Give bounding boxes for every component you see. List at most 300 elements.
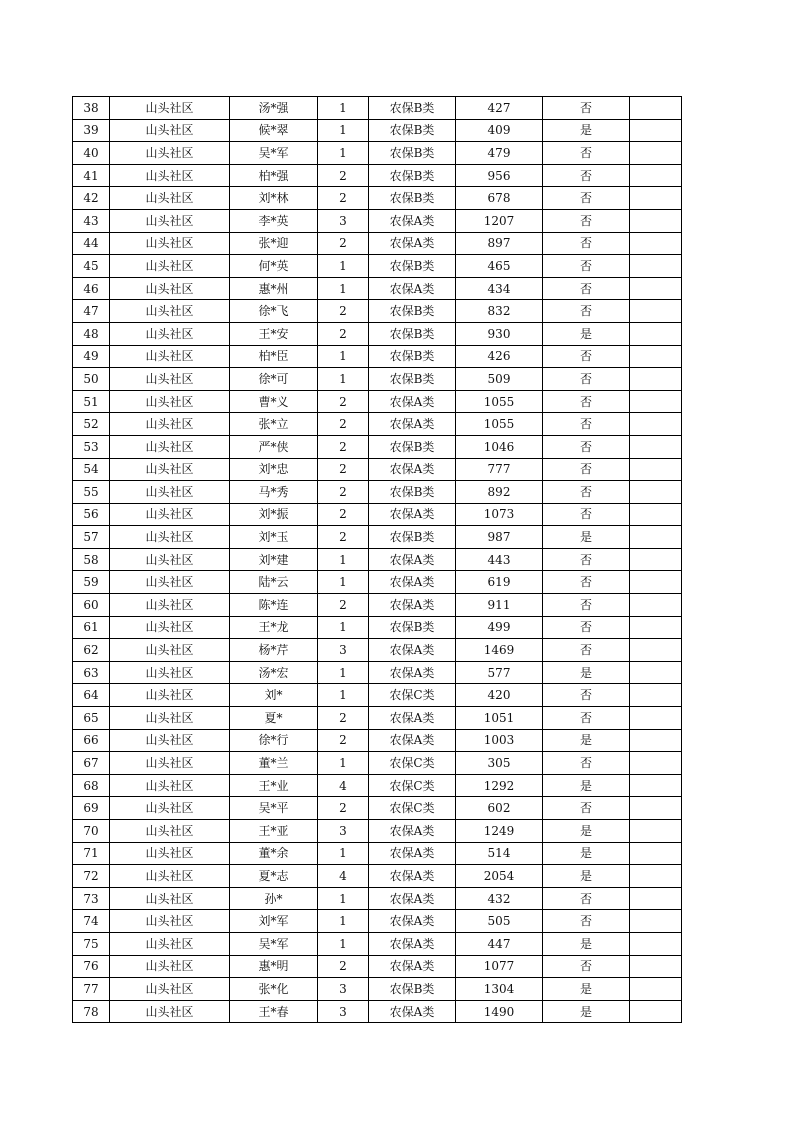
- insurance-category-cell: 农保C类: [369, 797, 456, 820]
- flag-cell: 否: [543, 142, 630, 165]
- household-size-cell: 2: [318, 481, 369, 504]
- flag-cell: 是: [543, 865, 630, 888]
- table-row: [73, 390, 682, 413]
- flag-cell: 否: [543, 345, 630, 368]
- household-size-cell: 1: [318, 97, 369, 120]
- remark-cell: [630, 955, 682, 978]
- flag-cell: 否: [543, 910, 630, 933]
- household-size-cell: 1: [318, 910, 369, 933]
- community-cell: 山头社区: [110, 164, 230, 187]
- insurance-category-cell: 农保C类: [369, 774, 456, 797]
- insurance-category-cell: 农保B类: [369, 255, 456, 278]
- insurance-category-cell: 农保A类: [369, 548, 456, 571]
- row-number-cell: 75: [73, 932, 110, 955]
- amount-cell: 897: [456, 232, 543, 255]
- remark-cell: [630, 187, 682, 210]
- household-size-cell: 2: [318, 232, 369, 255]
- table-row: [73, 503, 682, 526]
- row-number-cell: 71: [73, 842, 110, 865]
- table-row: [73, 797, 682, 820]
- amount-cell: 1469: [456, 639, 543, 662]
- name-cell: 王*亚: [230, 820, 318, 843]
- remark-cell: [630, 390, 682, 413]
- insurance-category-cell: 农保A类: [369, 910, 456, 933]
- community-cell: 山头社区: [110, 797, 230, 820]
- insurance-category-cell: 农保B类: [369, 164, 456, 187]
- community-cell: 山头社区: [110, 526, 230, 549]
- household-size-cell: 4: [318, 774, 369, 797]
- remark-cell: [630, 255, 682, 278]
- insurance-category-cell: 农保A类: [369, 1000, 456, 1023]
- insurance-category-cell: 农保A类: [369, 390, 456, 413]
- community-cell: 山头社区: [110, 910, 230, 933]
- name-cell: 张*化: [230, 978, 318, 1001]
- row-number-cell: 41: [73, 164, 110, 187]
- insurance-category-cell: 农保B类: [369, 435, 456, 458]
- amount-cell: 1055: [456, 413, 543, 436]
- amount-cell: 1292: [456, 774, 543, 797]
- name-cell: 吴*军: [230, 932, 318, 955]
- name-cell: 王*龙: [230, 616, 318, 639]
- community-cell: 山头社区: [110, 345, 230, 368]
- name-cell: 徐*行: [230, 729, 318, 752]
- insurance-category-cell: 农保A类: [369, 865, 456, 888]
- household-size-cell: 2: [318, 300, 369, 323]
- table-row: [73, 119, 682, 142]
- remark-cell: [630, 345, 682, 368]
- community-cell: 山头社区: [110, 255, 230, 278]
- table-row: [73, 661, 682, 684]
- flag-cell: 否: [543, 368, 630, 391]
- amount-cell: 426: [456, 345, 543, 368]
- row-number-cell: 43: [73, 209, 110, 232]
- table-row: [73, 413, 682, 436]
- name-cell: 王*业: [230, 774, 318, 797]
- household-size-cell: 1: [318, 887, 369, 910]
- insurance-category-cell: 农保B类: [369, 322, 456, 345]
- community-cell: 山头社区: [110, 820, 230, 843]
- community-cell: 山头社区: [110, 503, 230, 526]
- remark-cell: [630, 435, 682, 458]
- table-row: [73, 887, 682, 910]
- amount-cell: 479: [456, 142, 543, 165]
- community-cell: 山头社区: [110, 209, 230, 232]
- household-size-cell: 1: [318, 345, 369, 368]
- flag-cell: 否: [543, 209, 630, 232]
- amount-cell: 832: [456, 300, 543, 323]
- flag-cell: 是: [543, 1000, 630, 1023]
- row-number-cell: 67: [73, 752, 110, 775]
- community-cell: 山头社区: [110, 458, 230, 481]
- remark-cell: [630, 119, 682, 142]
- amount-cell: 577: [456, 661, 543, 684]
- name-cell: 汤*强: [230, 97, 318, 120]
- remark-cell: [630, 684, 682, 707]
- household-size-cell: 1: [318, 661, 369, 684]
- flag-cell: 否: [543, 413, 630, 436]
- name-cell: 刘*: [230, 684, 318, 707]
- name-cell: 何*英: [230, 255, 318, 278]
- community-cell: 山头社区: [110, 774, 230, 797]
- table-row: [73, 187, 682, 210]
- flag-cell: 是: [543, 842, 630, 865]
- remark-cell: [630, 526, 682, 549]
- household-size-cell: 1: [318, 368, 369, 391]
- flag-cell: 是: [543, 774, 630, 797]
- table-row: [73, 458, 682, 481]
- table-row: [73, 526, 682, 549]
- household-size-cell: 2: [318, 797, 369, 820]
- row-number-cell: 74: [73, 910, 110, 933]
- remark-cell: [630, 797, 682, 820]
- community-cell: 山头社区: [110, 752, 230, 775]
- table-row: [73, 1000, 682, 1023]
- insurance-category-cell: 农保B类: [369, 978, 456, 1001]
- name-cell: 柏*强: [230, 164, 318, 187]
- community-cell: 山头社区: [110, 932, 230, 955]
- row-number-cell: 59: [73, 571, 110, 594]
- table-row: [73, 910, 682, 933]
- amount-cell: 956: [456, 164, 543, 187]
- insurance-category-cell: 农保B类: [369, 300, 456, 323]
- flag-cell: 否: [543, 255, 630, 278]
- table-body: [73, 97, 682, 1023]
- household-size-cell: 2: [318, 164, 369, 187]
- remark-cell: [630, 97, 682, 120]
- flag-cell: 否: [543, 639, 630, 662]
- amount-cell: 1490: [456, 1000, 543, 1023]
- insurance-category-cell: 农保A类: [369, 842, 456, 865]
- name-cell: 董*余: [230, 842, 318, 865]
- table-row: [73, 820, 682, 843]
- remark-cell: [630, 932, 682, 955]
- community-cell: 山头社区: [110, 277, 230, 300]
- row-number-cell: 70: [73, 820, 110, 843]
- row-number-cell: 38: [73, 97, 110, 120]
- community-cell: 山头社区: [110, 322, 230, 345]
- amount-cell: 892: [456, 481, 543, 504]
- community-cell: 山头社区: [110, 187, 230, 210]
- household-size-cell: 2: [318, 458, 369, 481]
- amount-cell: 911: [456, 594, 543, 617]
- row-number-cell: 52: [73, 413, 110, 436]
- row-number-cell: 65: [73, 707, 110, 730]
- row-number-cell: 51: [73, 390, 110, 413]
- remark-cell: [630, 209, 682, 232]
- insurance-category-cell: 农保B类: [369, 616, 456, 639]
- amount-cell: 465: [456, 255, 543, 278]
- name-cell: 刘*林: [230, 187, 318, 210]
- household-size-cell: 2: [318, 707, 369, 730]
- row-number-cell: 40: [73, 142, 110, 165]
- insurance-category-cell: 农保A类: [369, 729, 456, 752]
- row-number-cell: 50: [73, 368, 110, 391]
- flag-cell: 否: [543, 797, 630, 820]
- flag-cell: 否: [543, 435, 630, 458]
- insurance-category-cell: 农保A类: [369, 209, 456, 232]
- remark-cell: [630, 752, 682, 775]
- household-size-cell: 2: [318, 390, 369, 413]
- table-row: [73, 639, 682, 662]
- community-cell: 山头社区: [110, 119, 230, 142]
- row-number-cell: 53: [73, 435, 110, 458]
- flag-cell: 否: [543, 707, 630, 730]
- insurance-category-cell: 农保A类: [369, 707, 456, 730]
- row-number-cell: 58: [73, 548, 110, 571]
- amount-cell: 777: [456, 458, 543, 481]
- amount-cell: 2054: [456, 865, 543, 888]
- community-cell: 山头社区: [110, 97, 230, 120]
- household-size-cell: 2: [318, 187, 369, 210]
- name-cell: 陈*连: [230, 594, 318, 617]
- flag-cell: 否: [543, 752, 630, 775]
- table-row: [73, 368, 682, 391]
- household-size-cell: 2: [318, 322, 369, 345]
- remark-cell: [630, 413, 682, 436]
- community-cell: 山头社区: [110, 639, 230, 662]
- flag-cell: 否: [543, 277, 630, 300]
- flag-cell: 是: [543, 932, 630, 955]
- household-size-cell: 1: [318, 932, 369, 955]
- remark-cell: [630, 164, 682, 187]
- insurance-category-cell: 农保A类: [369, 458, 456, 481]
- flag-cell: 否: [543, 164, 630, 187]
- table-row: [73, 548, 682, 571]
- amount-cell: 447: [456, 932, 543, 955]
- insurance-category-cell: 农保A类: [369, 503, 456, 526]
- table-row: [73, 752, 682, 775]
- remark-cell: [630, 481, 682, 504]
- remark-cell: [630, 978, 682, 1001]
- table-row: [73, 729, 682, 752]
- remark-cell: [630, 300, 682, 323]
- insurance-category-cell: 农保A类: [369, 639, 456, 662]
- remark-cell: [630, 639, 682, 662]
- amount-cell: 1207: [456, 209, 543, 232]
- row-number-cell: 57: [73, 526, 110, 549]
- household-size-cell: 1: [318, 119, 369, 142]
- flag-cell: 是: [543, 661, 630, 684]
- household-size-cell: 1: [318, 255, 369, 278]
- community-cell: 山头社区: [110, 594, 230, 617]
- community-cell: 山头社区: [110, 1000, 230, 1023]
- data-table: [72, 96, 682, 1023]
- insurance-category-cell: 农保A类: [369, 820, 456, 843]
- flag-cell: 否: [543, 458, 630, 481]
- table-row: [73, 571, 682, 594]
- name-cell: 刘*振: [230, 503, 318, 526]
- insurance-category-cell: 农保C类: [369, 684, 456, 707]
- row-number-cell: 47: [73, 300, 110, 323]
- household-size-cell: 1: [318, 277, 369, 300]
- row-number-cell: 44: [73, 232, 110, 255]
- table-row: [73, 209, 682, 232]
- row-number-cell: 62: [73, 639, 110, 662]
- name-cell: 汤*宏: [230, 661, 318, 684]
- household-size-cell: 2: [318, 729, 369, 752]
- insurance-category-cell: 农保B类: [369, 187, 456, 210]
- amount-cell: 409: [456, 119, 543, 142]
- household-size-cell: 3: [318, 1000, 369, 1023]
- table-row: [73, 142, 682, 165]
- community-cell: 山头社区: [110, 842, 230, 865]
- household-size-cell: 3: [318, 820, 369, 843]
- insurance-category-cell: 农保C类: [369, 752, 456, 775]
- insurance-category-cell: 农保A类: [369, 594, 456, 617]
- household-size-cell: 1: [318, 616, 369, 639]
- amount-cell: 420: [456, 684, 543, 707]
- remark-cell: [630, 910, 682, 933]
- name-cell: 董*兰: [230, 752, 318, 775]
- name-cell: 张*迎: [230, 232, 318, 255]
- name-cell: 吴*平: [230, 797, 318, 820]
- row-number-cell: 48: [73, 322, 110, 345]
- community-cell: 山头社区: [110, 548, 230, 571]
- remark-cell: [630, 1000, 682, 1023]
- insurance-category-cell: 农保A类: [369, 232, 456, 255]
- insurance-category-cell: 农保A类: [369, 571, 456, 594]
- table-row: [73, 164, 682, 187]
- flag-cell: 是: [543, 526, 630, 549]
- table-row: [73, 322, 682, 345]
- household-size-cell: 2: [318, 503, 369, 526]
- name-cell: 严*侠: [230, 435, 318, 458]
- row-number-cell: 78: [73, 1000, 110, 1023]
- household-size-cell: 3: [318, 209, 369, 232]
- amount-cell: 1051: [456, 707, 543, 730]
- flag-cell: 否: [543, 548, 630, 571]
- flag-cell: 否: [543, 571, 630, 594]
- table-row: [73, 481, 682, 504]
- row-number-cell: 64: [73, 684, 110, 707]
- household-size-cell: 3: [318, 978, 369, 1001]
- row-number-cell: 60: [73, 594, 110, 617]
- flag-cell: 否: [543, 616, 630, 639]
- row-number-cell: 39: [73, 119, 110, 142]
- table-row: [73, 865, 682, 888]
- community-cell: 山头社区: [110, 865, 230, 888]
- amount-cell: 1073: [456, 503, 543, 526]
- table-row: [73, 435, 682, 458]
- flag-cell: 否: [543, 300, 630, 323]
- household-size-cell: 3: [318, 639, 369, 662]
- community-cell: 山头社区: [110, 684, 230, 707]
- remark-cell: [630, 661, 682, 684]
- remark-cell: [630, 548, 682, 571]
- amount-cell: 678: [456, 187, 543, 210]
- flag-cell: 否: [543, 887, 630, 910]
- community-cell: 山头社区: [110, 887, 230, 910]
- remark-cell: [630, 842, 682, 865]
- insurance-category-cell: 农保B类: [369, 142, 456, 165]
- household-size-cell: 2: [318, 435, 369, 458]
- insurance-category-cell: 农保B类: [369, 368, 456, 391]
- remark-cell: [630, 774, 682, 797]
- flag-cell: 否: [543, 481, 630, 504]
- amount-cell: 305: [456, 752, 543, 775]
- flag-cell: 否: [543, 97, 630, 120]
- household-size-cell: 2: [318, 526, 369, 549]
- row-number-cell: 63: [73, 661, 110, 684]
- name-cell: 夏*志: [230, 865, 318, 888]
- name-cell: 张*立: [230, 413, 318, 436]
- row-number-cell: 77: [73, 978, 110, 1001]
- remark-cell: [630, 887, 682, 910]
- table-row: [73, 842, 682, 865]
- table-row: [73, 594, 682, 617]
- insurance-category-cell: 农保B类: [369, 526, 456, 549]
- name-cell: 徐*飞: [230, 300, 318, 323]
- table-row: [73, 774, 682, 797]
- community-cell: 山头社区: [110, 978, 230, 1001]
- amount-cell: 1055: [456, 390, 543, 413]
- community-cell: 山头社区: [110, 616, 230, 639]
- community-cell: 山头社区: [110, 300, 230, 323]
- row-number-cell: 68: [73, 774, 110, 797]
- remark-cell: [630, 368, 682, 391]
- amount-cell: 434: [456, 277, 543, 300]
- table-row: [73, 684, 682, 707]
- insurance-category-cell: 农保A类: [369, 661, 456, 684]
- amount-cell: 602: [456, 797, 543, 820]
- name-cell: 惠*州: [230, 277, 318, 300]
- name-cell: 刘*忠: [230, 458, 318, 481]
- household-size-cell: 1: [318, 548, 369, 571]
- table-row: [73, 978, 682, 1001]
- flag-cell: 否: [543, 955, 630, 978]
- remark-cell: [630, 322, 682, 345]
- name-cell: 候*翠: [230, 119, 318, 142]
- household-size-cell: 1: [318, 752, 369, 775]
- row-number-cell: 69: [73, 797, 110, 820]
- community-cell: 山头社区: [110, 707, 230, 730]
- remark-cell: [630, 232, 682, 255]
- community-cell: 山头社区: [110, 571, 230, 594]
- household-size-cell: 1: [318, 684, 369, 707]
- flag-cell: 是: [543, 729, 630, 752]
- insurance-category-cell: 农保B类: [369, 97, 456, 120]
- household-size-cell: 4: [318, 865, 369, 888]
- table-row: [73, 707, 682, 730]
- community-cell: 山头社区: [110, 232, 230, 255]
- flag-cell: 否: [543, 187, 630, 210]
- insurance-category-cell: 农保B类: [369, 345, 456, 368]
- remark-cell: [630, 820, 682, 843]
- amount-cell: 1249: [456, 820, 543, 843]
- amount-cell: 514: [456, 842, 543, 865]
- table-row: [73, 616, 682, 639]
- flag-cell: 否: [543, 232, 630, 255]
- name-cell: 曹*义: [230, 390, 318, 413]
- remark-cell: [630, 458, 682, 481]
- name-cell: 马*秀: [230, 481, 318, 504]
- row-number-cell: 66: [73, 729, 110, 752]
- row-number-cell: 61: [73, 616, 110, 639]
- amount-cell: 1046: [456, 435, 543, 458]
- community-cell: 山头社区: [110, 413, 230, 436]
- flag-cell: 是: [543, 978, 630, 1001]
- remark-cell: [630, 729, 682, 752]
- table-row: [73, 345, 682, 368]
- flag-cell: 是: [543, 119, 630, 142]
- name-cell: 徐*可: [230, 368, 318, 391]
- household-size-cell: 1: [318, 142, 369, 165]
- amount-cell: 509: [456, 368, 543, 391]
- name-cell: 惠*明: [230, 955, 318, 978]
- flag-cell: 否: [543, 594, 630, 617]
- table-row: [73, 255, 682, 278]
- remark-cell: [630, 142, 682, 165]
